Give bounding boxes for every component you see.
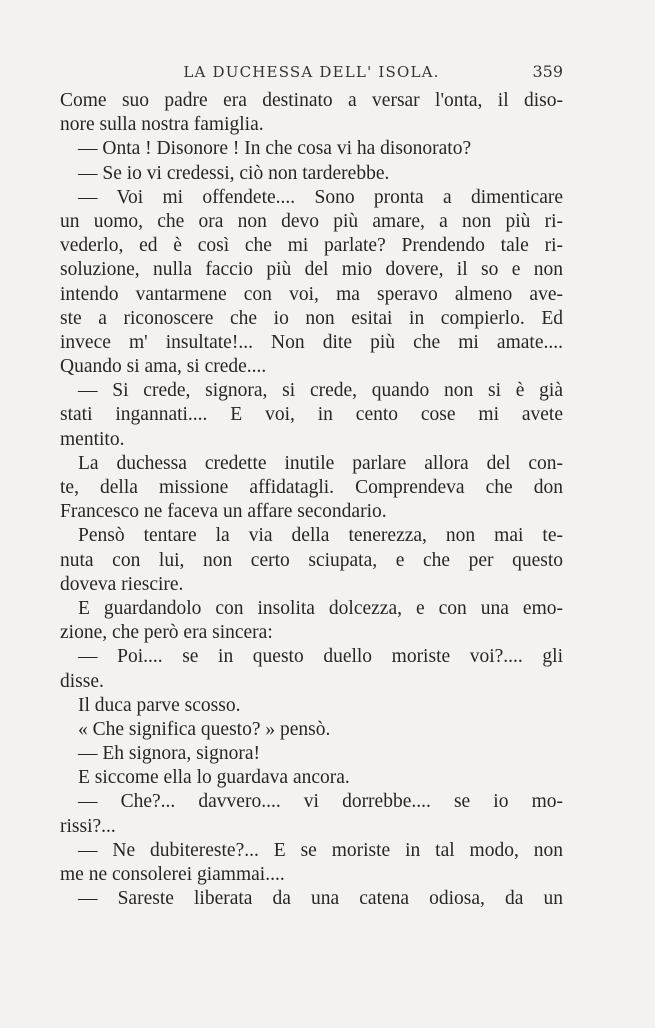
text-line: — Ne dubitereste?... E se moriste in tal modo, non xyxy=(78,839,563,861)
text-line: E siccome ella lo guardava ancora. xyxy=(78,767,350,789)
text-line: un uomo, che ora non devo più amare, a non più ri- xyxy=(60,210,563,232)
text-line: E guardandolo con insolita dolcezza, e con una emo- xyxy=(78,597,563,619)
text-line: ste a riconoscere che io non esitai in compierlo. Ed xyxy=(60,307,563,329)
text-line: disse. xyxy=(60,670,104,692)
text-line: — Onta ! Disonore ! In che cosa vi ha disonorato? xyxy=(78,138,472,160)
text-line: soluzione, nulla faccio più del mio dovere, il so e non xyxy=(60,259,563,281)
text-line: Quando si ama, si crede.... xyxy=(60,356,267,378)
text-line: stati ingannati.... E voi, in cento cose mi avete xyxy=(60,404,563,426)
text-line: — Che?... davvero.... vi dorrebbe.... se io mo- xyxy=(78,791,563,813)
text-line: — Sareste liberata da una catena odiosa, da un xyxy=(78,888,563,910)
text-line: mentito. xyxy=(60,428,125,450)
text-line: vederlo, ed è così che mi parlate? Prendendo tale ri- xyxy=(60,235,563,257)
text-line: La duchessa credette inutile parlare allora del con- xyxy=(78,452,563,474)
text-line: intendo vantarmene con voi, ma speravo almeno ave- xyxy=(60,283,563,305)
text-line: Il duca parve scosso. xyxy=(78,694,241,716)
text-line: zione, che però era sincera: xyxy=(60,622,273,644)
running-head xyxy=(60,60,563,84)
text-line: — Se io vi credessi, ciò non tarderebbe. xyxy=(78,162,390,184)
text-line: invece m' insultate!... Non dite più che mi amate.... xyxy=(60,331,563,353)
text-line: me ne consolerei giammai.... xyxy=(60,864,285,885)
text-line: — Voi mi offendete.... Sono pronta a dimenticare xyxy=(78,186,563,208)
text-line: doveva riescire. xyxy=(60,573,184,595)
text-line: Francesco ne faceva un affare secondario. xyxy=(60,501,387,523)
text-line: nore sulla nostra famiglia. xyxy=(60,114,264,136)
text-line: — Si crede, signora, si crede, quando non si è già xyxy=(78,380,563,402)
running-title: LA DUCHESSA DELL' ISOLA. xyxy=(183,63,440,81)
text-line: — Eh signora, signora! xyxy=(78,743,260,765)
text-line: — Poi.... se in questo duello moriste voi?.... gli xyxy=(78,646,563,668)
text-line: nuta con lui, non certo sciupata, e che per questo xyxy=(60,549,563,571)
text-line: Come suo padre era destinato a versar l'onta, il diso- xyxy=(60,90,563,111)
body-text xyxy=(60,89,563,911)
text-line: « Che significa questo? » pensò. xyxy=(78,718,331,740)
text-line: te, della missione affidatagli. Comprendeva che don xyxy=(60,477,563,498)
text-line: rissi?... xyxy=(60,815,116,837)
text-line: Pensò tentare la via della tenerezza, non mai te- xyxy=(78,525,563,547)
page-number: 359 xyxy=(532,62,563,81)
